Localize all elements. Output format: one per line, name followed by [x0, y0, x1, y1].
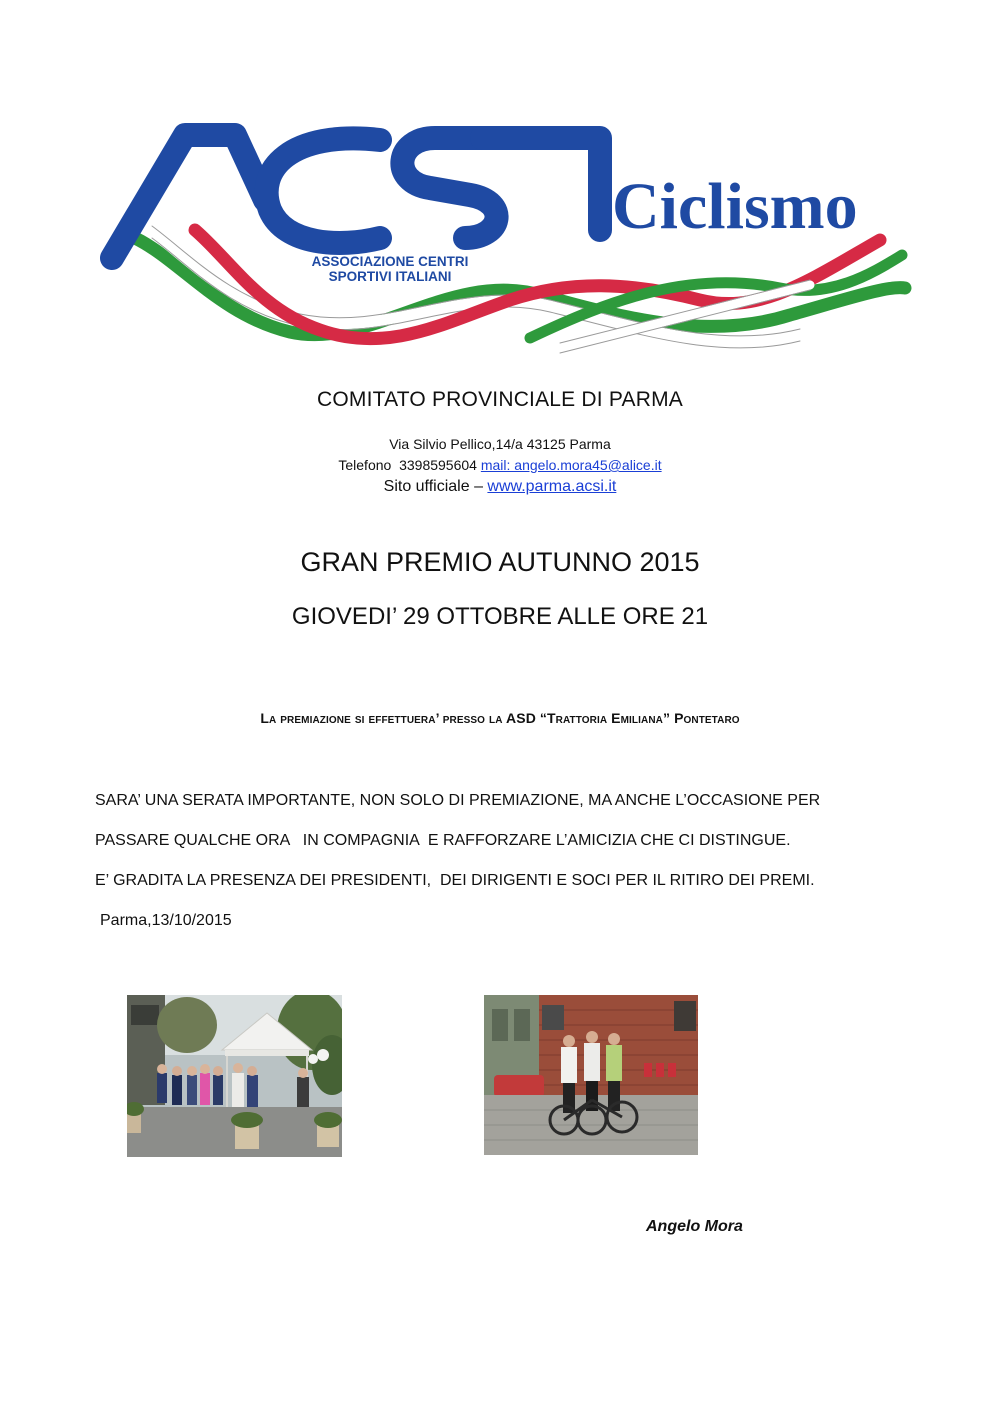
- address-line: Via Silvio Pellico,14/a 43125 Parma: [389, 436, 611, 452]
- website-label: Sito ufficiale –: [383, 478, 483, 495]
- signature-name: Angelo Mora: [646, 1218, 743, 1235]
- logo-brand-word: Ciclismo: [612, 170, 858, 243]
- event-title: GRAN PREMIO AUTUNNO 2015: [300, 547, 700, 577]
- website-link[interactable]: www.parma.acsi.it: [487, 478, 617, 495]
- phone-line: [0, 455, 1000, 476]
- logo-tagline-line2: SPORTIVI ITALIANI: [328, 269, 452, 284]
- contact-block: [0, 434, 1000, 497]
- body-line-2: PASSARE QUALCHE ORA IN COMPAGNIA E RAFFORZARE L’AMICIZIA CHE CI DISTINGUE.: [95, 832, 791, 849]
- logo-graphic: [90, 110, 920, 370]
- date-place-line: Parma,13/10/2015: [100, 912, 232, 929]
- cyclists-under-gazebo-photo: [127, 995, 342, 1157]
- phone-label: Telefono: [338, 457, 392, 473]
- email-link[interactable]: mail: angelo.mora45@alice.it: [480, 457, 662, 473]
- event-date: GIOVEDI’ 29 OTTOBRE ALLE ORE 21: [291, 603, 709, 630]
- phone-number: 3398595604: [399, 457, 477, 473]
- acsi-letters: [112, 135, 600, 258]
- acsi-ciclismo-logo: [90, 110, 920, 370]
- website-line: [0, 476, 1000, 497]
- body-line-1: SARA’ UNA SERATA IMPORTANTE, NON SOLO DI PREMIAZIONE, MA ANCHE L’OCCASIONE PER: [95, 792, 821, 809]
- logo-tagline-line1: ASSOCIAZIONE CENTRI: [311, 254, 469, 269]
- announcement-body: [95, 790, 925, 950]
- event-location: La premiazione si effettuera’ presso la ASD “Trattoria Emiliana” Pontetaro: [260, 710, 740, 726]
- body-line-3: E’ GRADITA LA PRESENZA DEI PRESIDENTI, DEI DIRIGENTI E SOCI PER IL RITIRO DEI PREMI.: [95, 872, 815, 889]
- flag-ribbon: [135, 226, 905, 353]
- three-cyclists-with-bikes-photo: [484, 995, 698, 1155]
- committee-title: COMITATO PROVINCIALE DI PARMA: [317, 388, 683, 411]
